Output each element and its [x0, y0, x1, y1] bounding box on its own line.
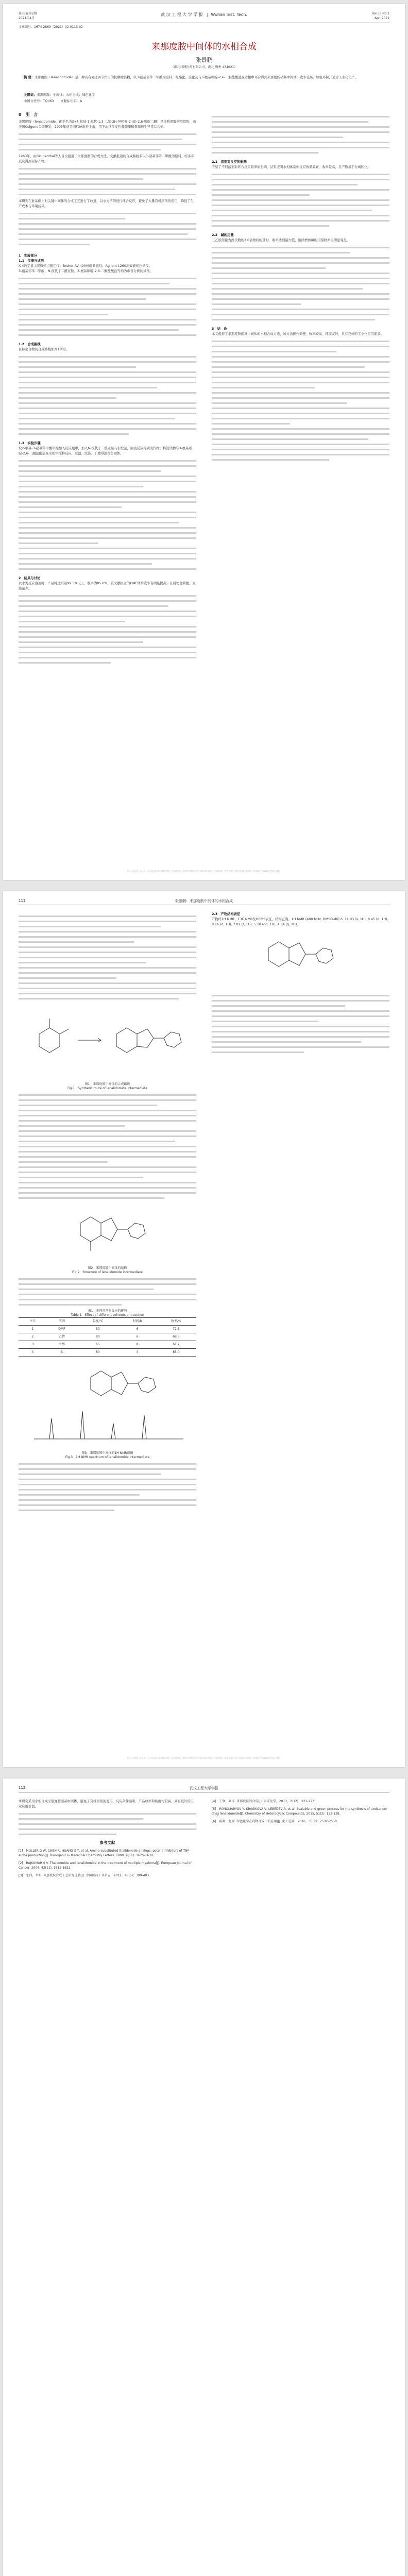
right-column [212, 112, 389, 464]
reference-item: [3] 张伟，李明. 来那度胺合成工艺研究进展[J]. 中国医药工业杂志，2012，43(5)：399-403. [19, 1874, 150, 1877]
table-cell: 72.3 [156, 1326, 196, 1333]
table-cell: 80 [77, 1326, 118, 1333]
section-1-3-heading: 1.3 实验步骤 [19, 442, 41, 445]
affiliation: （湖北日博医药有限公司，湖北 荆州 434021） [171, 65, 237, 69]
body-text-lines [19, 168, 196, 195]
section-2-1-text: 考察了不同溶剂对环合反应收率的影响，结果表明水相体系中反应效果最好，收率最高，且产物易于分离纯化。 [212, 165, 371, 169]
volume-cn: 第33卷第2期 [19, 12, 37, 15]
abstract-block [24, 75, 384, 80]
figure-3-caption: 图3 来那度胺中间体的1H NMR谱图 [81, 1451, 133, 1455]
keywords-text: 来那度胺；中间体；水相合成；绿色化学 [37, 93, 95, 97]
body-text-lines [19, 1813, 196, 1835]
table-cell: 1 [19, 1326, 47, 1333]
intro-paragraph-1: 来那度胺（lenalidomide，化学名为3-(4-氨基-1-氧代-1,3-二氢-2H-异吲哚-2-基)-2,6-哌啶二酮）是沙利度胺的类似物，由美国Celgene公司研发，2005年获美国FDA批准上市，用于治疗多发性骨髓瘤和骨髓增生异常综合征。 [19, 120, 196, 129]
right-structure-figure [212, 927, 389, 989]
nmr-spectrum-figure [19, 1362, 196, 1449]
table-cell: 4 [19, 1349, 47, 1357]
journal-name-en: J. Wuhan Inst. Tech. [207, 12, 247, 17]
section-3-text: 本文报道了来那度胺硝基中间体的水相合成方法，该方法操作简便、收率较高、环境友好，具有良好的工业化应用前景。 [212, 332, 384, 336]
table-cell: 6 [118, 1333, 156, 1341]
table-cell: 乙腈 [47, 1333, 77, 1341]
section-intro-heading: 0 引 言 [19, 112, 38, 117]
materials-paragraph-2: 3-硝基邻苯二甲酸、N-溴代丁二酰亚胺、3-氨基哌啶-2,6-二酮盐酸盐等均为市售分析纯试剂。 [19, 269, 153, 273]
table-header: 时间/h [118, 1318, 156, 1326]
table-1-caption-en: Table 1 Effect of different solvents on reaction [71, 1313, 144, 1317]
section-1-heading: 1 实验部分 [19, 254, 37, 258]
author-name: 张景鹏 [195, 57, 213, 63]
table-cell: 甲醇 [47, 1341, 77, 1349]
body-text-lines [212, 247, 389, 320]
reference-list-right [212, 1799, 389, 1827]
steps-paragraph: 取2-甲基-3-硝基苯甲酸甲酯加入反应瓶中，加入N-溴代丁二酰亚胺与引发剂，回流反应得到溴代物；将溴代物与3-氨基哌啶-2,6-二酮盐酸盐在水相中搅拌反应，过滤、洗涤、干燥得淡黄色固体。 [19, 447, 192, 455]
table-cell: 61.2 [156, 1341, 196, 1349]
table-cell: 水 [47, 1349, 77, 1357]
conclusion-text: 本研究采用水相合成来那度胺硝基中间体，避免了有机溶剂的使用，反应条件温和，产品收率和纯度均较高，具有较好的工业应用价值。 [19, 1800, 194, 1808]
right-column [212, 912, 389, 1057]
body-text-lines [19, 356, 196, 435]
section-3-heading: 3 结 论 [212, 327, 227, 331]
running-header [19, 899, 389, 905]
page-3 [3, 1778, 405, 2576]
reference-item: [1] MULLER G W, CHEN R, HUANG S Y, et al. Amino-substituted thalidomide analogs: potent inhibitors of TNF-alpha production[J]. Bioorganic & Medicinal Chemistry Letters, 1999, 9(11): 1625-1630. [19, 1849, 191, 1857]
reference-item: [4] 王强，刘洋. 来那度胺的合成[J]. 合成化学，2013，21(2)：221-223. [212, 1800, 315, 1803]
table-cell: 85.0 [156, 1349, 196, 1357]
table-header: 温度/℃ [77, 1318, 118, 1326]
body-text-lines [19, 460, 196, 570]
running-title: 武汉工程大学学报 [190, 1786, 218, 1790]
month-cn: 2021年4月 [19, 16, 35, 20]
table-1-caption: 表1 不同溶剂对反应的影响 [88, 1309, 127, 1313]
section-2-3-heading: 2.3 产物结构表征 [212, 912, 241, 916]
section-2-2-text: 三乙胺用量为溴代物的2.0倍物质的量时，收率达到最大值，继续增加碱的用量收率无明显变化。 [212, 239, 350, 242]
section-1-2-heading: 1.2 合成路线 [19, 343, 41, 346]
body-text-lines [19, 1094, 196, 1199]
section-2-2-heading: 2.2 碱的用量 [212, 233, 234, 237]
discussion-paragraph: 以水为反应溶剂时，产品纯度可达99.5%以上，收率为85.0%，较文献报道的DMF体系收率有明显提高，且后处理简便，废液量少。 [19, 582, 196, 590]
copyright-watermark: (C)1994-2021 China Academic Journal Electronic Publishing House. All rights reserved. http://www.cnki.net [127, 870, 281, 873]
body-text-lines [19, 595, 196, 664]
body-text-lines [19, 916, 196, 999]
references-heading: 参考文献 [99, 1840, 115, 1845]
body-text-lines [19, 1278, 196, 1306]
synthesis-route-figure [19, 1003, 196, 1080]
intermediate-structure-figure [19, 1202, 196, 1264]
body-text-lines [19, 1463, 196, 1511]
table-cell: DMF [47, 1326, 77, 1333]
table-cell: 65 [77, 1341, 118, 1349]
table-row [19, 1341, 196, 1349]
table-header: 收率/% [156, 1318, 196, 1326]
table-cell: 2 [19, 1333, 47, 1341]
keywords-block [24, 93, 384, 98]
intro-paragraph-2: 1963年，由Grunenthal等人首次报道了来那度胺的合成方法，文献报道的合成路线多以3-硝基邻苯二甲酸为原料，经多步反应得到目标产物。 [19, 155, 195, 163]
left-column [19, 112, 196, 667]
paper-title: 来那度胺中间体的水相合成 [151, 42, 257, 52]
page-1 [3, 4, 405, 880]
running-title: 张景鹏：来那度胺中间体的水相合成 [175, 899, 233, 903]
abstract-text: 来那度胺（lenalidomide）是一种具有免疫调节作用的抗肿瘤药物，以3-硝基邻苯二甲酸为原料，经酯化、溴化及与3-氨基哌啶-2,6-二酮盐酸盐在水相中环合得到来那度胺硝基中间体，收率较高，绿色环保，适合工业化生产。 [35, 76, 359, 79]
table-cell: 80 [77, 1349, 118, 1357]
table-row [19, 1326, 196, 1333]
page-number: 111 [19, 899, 26, 903]
figure-1-caption: 图1 来那度胺中间体的合成路线 [84, 1082, 130, 1086]
route-paragraph: 目标化合物的合成路线如图1所示。 [19, 348, 70, 351]
body-text-lines [19, 278, 196, 336]
table-header: 序号 [19, 1318, 47, 1326]
abstract-label: 摘 要： [24, 76, 35, 79]
reference-item: [2] RAJKUMAR S V. Thalidomide and lenalidomide in the treatment of multiple myeloma[J]. European Journal of Cancer, 2006, 42(11): 1612-1622. [19, 1861, 192, 1870]
table-row [19, 1333, 196, 1341]
journal-name-cn: 武 汉 工 程 大 学 学 报 [161, 12, 203, 17]
reference-item: [6] 陈刚，赵丽. 绿色化学在药物合成中的应用[J]. 化工进展，2016，35(8)：2532-2538. [212, 1820, 338, 1823]
table-cell: 8 [118, 1341, 156, 1349]
keywords-label: 关键词： [24, 93, 37, 97]
classification: 中图分类号：TQ463 文献标识码：A [24, 99, 82, 103]
table-cell: 68.5 [156, 1333, 196, 1341]
table-cell: 80 [77, 1333, 118, 1341]
table-header: 溶剂 [47, 1318, 77, 1326]
table-cell: 4 [118, 1349, 156, 1357]
table-row [19, 1349, 196, 1357]
left-column [19, 912, 196, 1515]
article-number: 文章编号：1674-2869（2021）02-0113-02 [19, 25, 83, 29]
table-cell: 6 [118, 1326, 156, 1333]
body-text-lines [212, 174, 389, 227]
journal-header [19, 11, 389, 23]
section-2-3-text: 产物经1H NMR、13C NMR及HRMS表征，结构正确。1H NMR (400 MHz, DMSO-d6) δ: 11.03 (s, 1H), 8.45 (d, 1H), 8.16 (d, 1H), 7.82 (t, 1H), 5.18 (dd, 1H), 4.84 (q, 2H)。 [212, 918, 388, 926]
body-text-lines [212, 341, 389, 461]
section-2-heading: 2 结果与讨论 [19, 577, 41, 580]
solvent-table [19, 1317, 196, 1357]
body-text-lines [19, 133, 196, 150]
figure-2-caption-en: Fig.2 Structure of lenalidomide intermediate [72, 1270, 143, 1274]
reference-list-left [19, 1849, 196, 1878]
figure-3-caption-en: Fig.3 1H NMR spectrum of lenalidomide intermediate [65, 1455, 150, 1459]
month-en: Apr. 2021 [375, 16, 389, 20]
body-text-lines [212, 995, 389, 1053]
page-2 [3, 891, 405, 1767]
copyright-watermark: (C)1994-2021 China Academic Journal Electronic Publishing House. All rights reserved. http://www.cnki.net [127, 1757, 281, 1760]
section-1-1-heading: 1.1 仪器与试剂 [19, 259, 44, 263]
figure-1-caption-en: Fig.1 Synthetic route of lenalidomide intermediate [67, 1087, 148, 1090]
volume-en: Vol.33 No.2 [371, 12, 389, 15]
figure-2-caption: 图2 来那度胺中间体的结构 [88, 1266, 127, 1270]
body-text-lines [212, 116, 389, 154]
section-2-1-heading: 2.1 溶剂对反应的影响 [212, 160, 247, 164]
intro-paragraph-3: 本研究在此基础上对关键中间体的合成工艺进行了改进，以水为溶剂进行环合反应，避免了大量有机溶剂的使用，降低了生产成本与环境污染。 [19, 199, 194, 208]
left-column [19, 1799, 196, 1881]
body-text-lines [19, 213, 196, 245]
table-cell: 3 [19, 1341, 47, 1349]
running-header [19, 1786, 389, 1792]
reference-item: [5] PONOMARYOV Y, KRASIKOVA V, LEBEDEV A, et al. Scalable and green process for the synthesis of anticancer drug lenalidomide[J]. Chemistry of Heterocyclic Compounds, 2015, 51(2): 133-138. [212, 1807, 387, 1816]
page-number: 112 [19, 1786, 26, 1790]
materials-paragraph-1: X-4数字显示显微熔点测定仪；Bruker AV-400核磁共振仪；Agilent 1260高效液相色谱仪。 [19, 264, 152, 268]
